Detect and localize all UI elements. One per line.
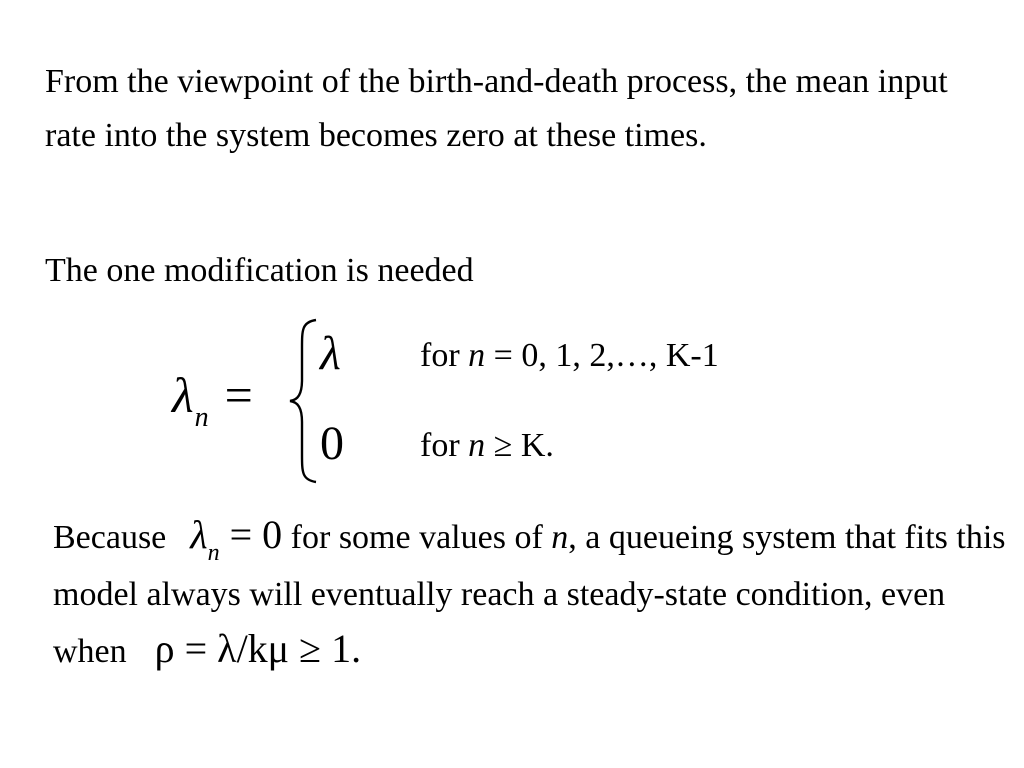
conclusion-paragraph: Because $\lambda_n = 0$ for some values of n, a queueing system that fits this model always will eventually reach a steady-state condition, even when ρ = λ/kμ ≥ 1. bbox=[53, 512, 1006, 671]
case1-condition: for n = 0, 1, 2,…, K-1 bbox=[420, 337, 719, 374]
case1-var: n bbox=[468, 337, 486, 374]
because-word: Because bbox=[53, 519, 167, 556]
case2-value: 0 bbox=[320, 417, 344, 470]
case2-condition: for n ≥ K. bbox=[420, 427, 554, 464]
lhs-lambda: λ bbox=[172, 367, 194, 423]
piecewise-brace bbox=[288, 318, 320, 484]
rho-formula: ρ = λ/kμ ≥ 1. bbox=[154, 626, 362, 671]
case1-value: λ bbox=[320, 327, 341, 380]
intro-paragraph: From the viewpoint of the birth-and-death process, the mean input rate into the system becomes zero at these times. bbox=[45, 63, 948, 154]
modification-paragraph: The one modification is needed bbox=[45, 252, 474, 289]
equation-lhs bbox=[172, 367, 253, 433]
inline-lambda-equation: $\lambda_n = 0$ bbox=[190, 512, 283, 566]
lhs-equals: = bbox=[224, 367, 253, 423]
case2-var: n bbox=[468, 427, 486, 464]
lhs-subscript: n bbox=[194, 402, 209, 433]
